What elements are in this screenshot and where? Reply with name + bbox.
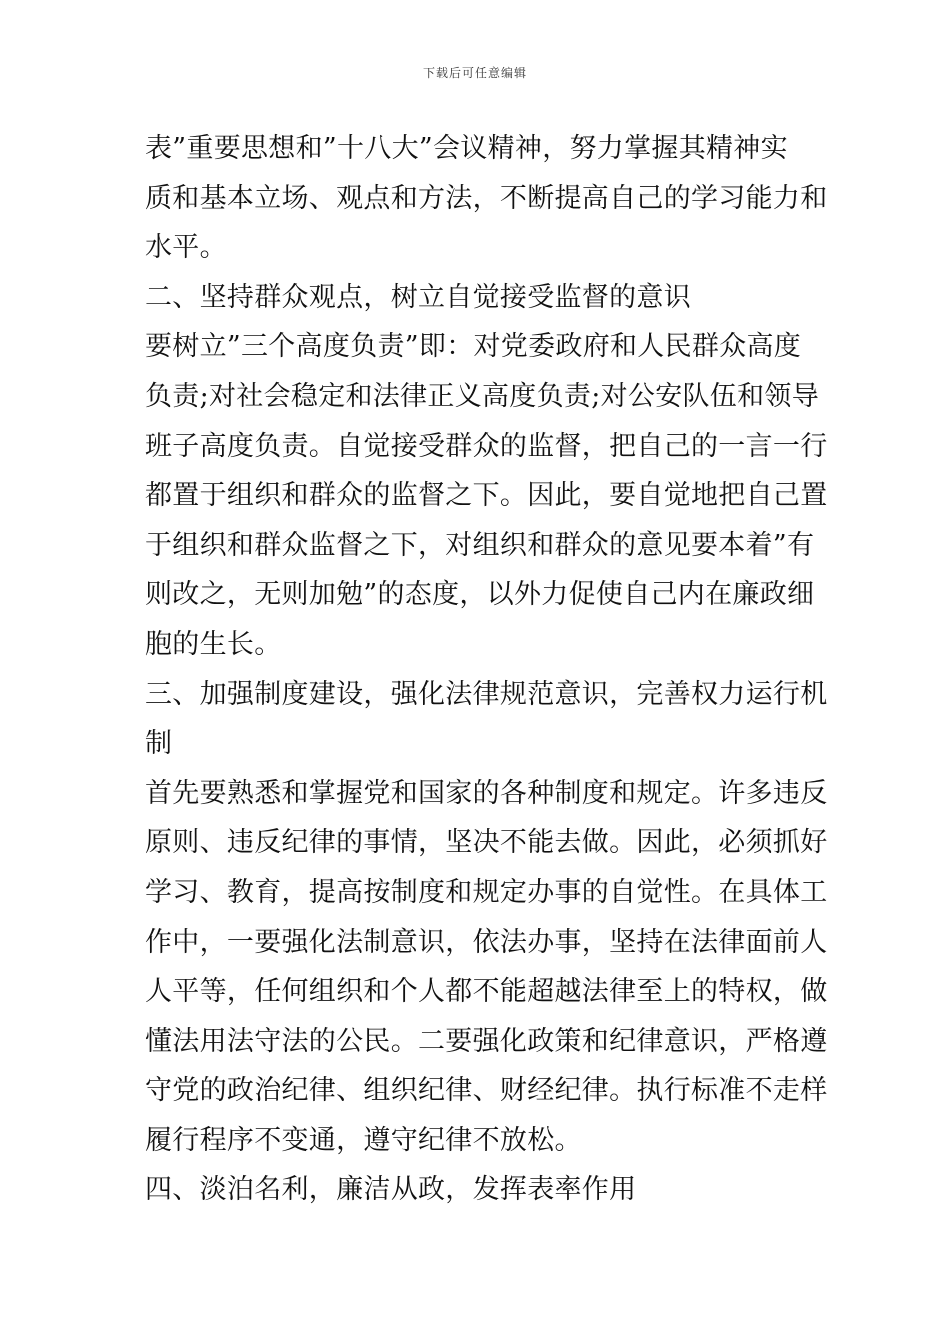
text-line: 胞的生长。 [145, 628, 282, 660]
text-line: 首先要熟悉和掌握党和国家的各种制度和规定。许多违反 [145, 777, 828, 809]
text-line: 作中，一要强化法制意识，依法办事，坚持在法律面前人 [145, 926, 828, 958]
text-line: 履行程序不变通，遵守纪律不放松。 [145, 1124, 582, 1156]
section-heading-4: 四、淡泊名利，廉洁从政，发挥表率作用 [145, 1174, 637, 1206]
text-line: 班子高度负责。自觉接受群众的监督，把自己的一言一行 [145, 430, 828, 462]
text-line: 则改之，无则加勉”的态度，以外力促使自己内在廉政细 [145, 579, 815, 611]
text-line: 于组织和群众监督之下，对组织和群众的意见要本着”有 [145, 529, 815, 561]
text-line: 都置于组织和群众的监督之下。因此，要自觉地把自己置 [145, 480, 828, 512]
page-header: 下载后可任意编辑 [422, 66, 527, 80]
section-heading-2: 二、坚持群众观点，树立自觉接受监督的意识 [145, 281, 691, 313]
text-line: 懂法用法守法的公民。二要强化政策和纪律意识，严格遵 [145, 1025, 828, 1057]
text-line: 人平等，任何组织和个人都不能超越法律至上的特权，做 [145, 976, 828, 1008]
text-line: 水平。 [145, 232, 227, 264]
document-body [145, 124, 828, 1215]
text-line: 学习、教育，提高按制度和规定办事的自觉性。在具体工 [145, 876, 828, 908]
text-line: 原则、违反纪律的事情，坚决不能去做。因此，必须抓好 [145, 827, 828, 859]
text-line: 守党的政治纪律、组织纪律、财经纪律。执行标准不走样 [145, 1075, 828, 1107]
section-heading-3-cont: 制 [145, 728, 173, 760]
text-line: 负责;对社会稳定和法律正义高度负责;对公安队伍和领导 [145, 380, 819, 412]
section-heading-3: 三、加强制度建设，强化法律规范意识，完善权力运行机 [145, 678, 828, 710]
text-line: 表”重要思想和”十八大”会议精神，努力掌握其精神实 [145, 133, 788, 164]
text-line: 要树立”三个高度负责”即：对党委政府和人民群众高度 [145, 331, 802, 363]
text-line: 质和基本立场、观点和方法，不断提高自己的学习能力和 [145, 182, 828, 214]
